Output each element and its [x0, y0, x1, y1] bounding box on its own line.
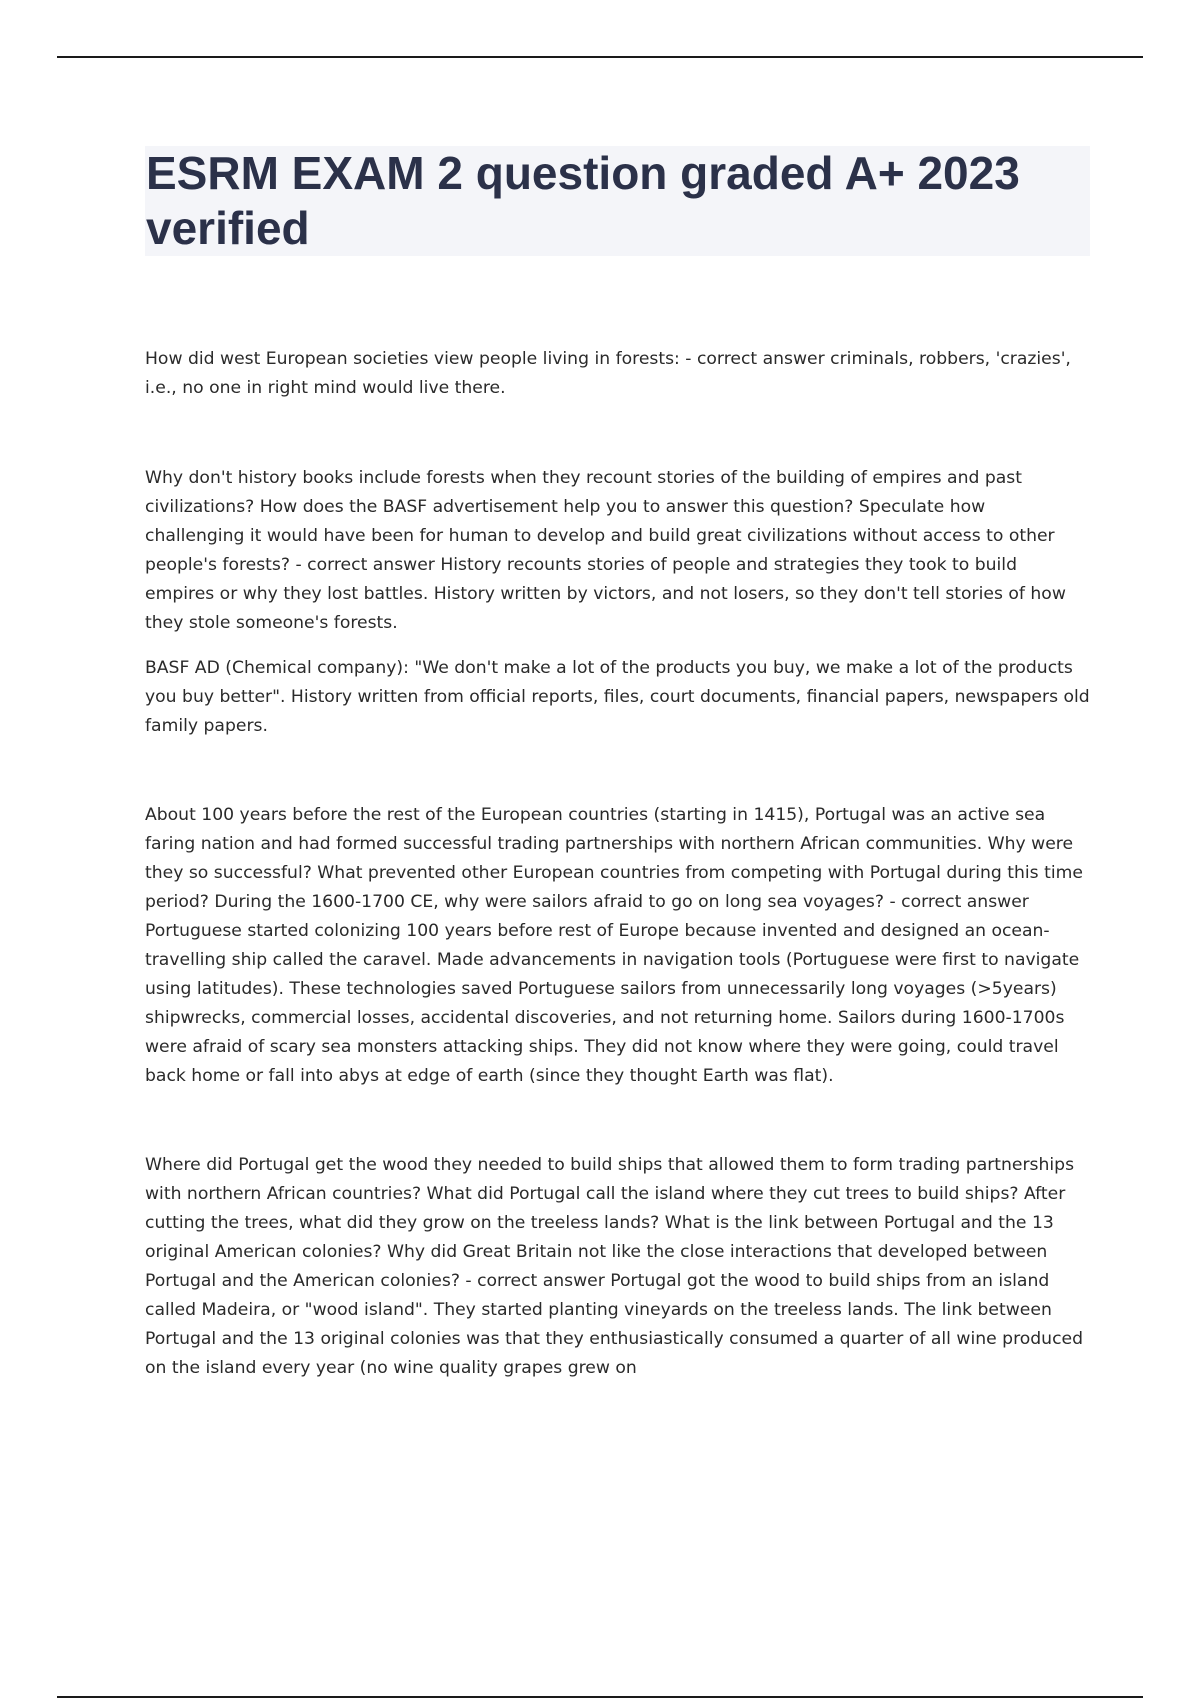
qa-paragraph-forest-dwellers: How did west European societies view people living in forests: - correct answer criminals, robbers, 'crazies', i.e., no one in right mind would live there.	[145, 349, 1071, 398]
document-body	[145, 345, 1090, 1383]
qa-paragraph-basf-ad: BASF AD (Chemical company): "We don't make a lot of the products you buy, we make a lot of the products you buy better". History written from official reports, files, court documents, financial papers, newspapers old family papers.	[145, 658, 1090, 736]
document-title: ESRM EXAM 2 question graded A+ 2023 verified	[146, 147, 1020, 254]
qa-paragraph-portugal-seafaring: About 100 years before the rest of the European countries (starting in 1415), Portugal was an active sea faring nation and had formed successful trading partnerships with northern African communities. Why were they so successful? What prevented other European countries from competing with Portugal during this time period? During the 1600-1700 CE, why were sailors afraid to go on long sea voyages? - correct answer Portuguese started colonizing 100 years before rest of Europe because invented and designed an ocean-travelling ship called the caravel. Made advancements in navigation tools (Portuguese were first to navigate using latitudes). These technologies saved Portuguese sailors from unnecessarily long voyages (>5years) shipwrecks, commercial losses, accidental discoveries, and not returning home. Sailors during 1600-1700s were afraid of scary sea monsters attacking ships. They did not know where they were going, could travel back home or fall into abys at edge of earth (since they thought Earth was flat).	[145, 805, 1083, 1086]
top-divider	[57, 56, 1143, 58]
qa-paragraph-portugal-wood: Where did Portugal get the wood they needed to build ships that allowed them to form trading partnerships with northern African countries? What did Portugal call the island where they cut trees to build ships? After cutting the trees, what did they grow on the treeless lands? What is the link between Portugal and the 13 original American colonies? Why did Great Britain not like the close interactions that developed between Portugal and the American colonies? - correct answer Portugal got the wood to build ships from an island called Madeira, or "wood island". They started planting vineyards on the treeless lands. The link between Portugal and the 13 original colonies was that they enthusiastically consumed a quarter of all wine produced on the island every year (no wine quality grapes grew on	[145, 1155, 1084, 1378]
title-banner	[145, 146, 1090, 256]
qa-paragraph-history-books: Why don't history books include forests when they recount stories of the building of empires and past civilizations? How does the BASF advertisement help you to answer this question? Speculate how challenging it would have been for human to develop and build great civilizations without access to other people's forests? - correct answer History recounts stories of people and strategies they took to build empires or why they lost battles. History written by victors, and not losers, so they don't tell stories of how they stole someone's forests.	[145, 468, 1066, 633]
bottom-divider	[57, 1696, 1143, 1698]
